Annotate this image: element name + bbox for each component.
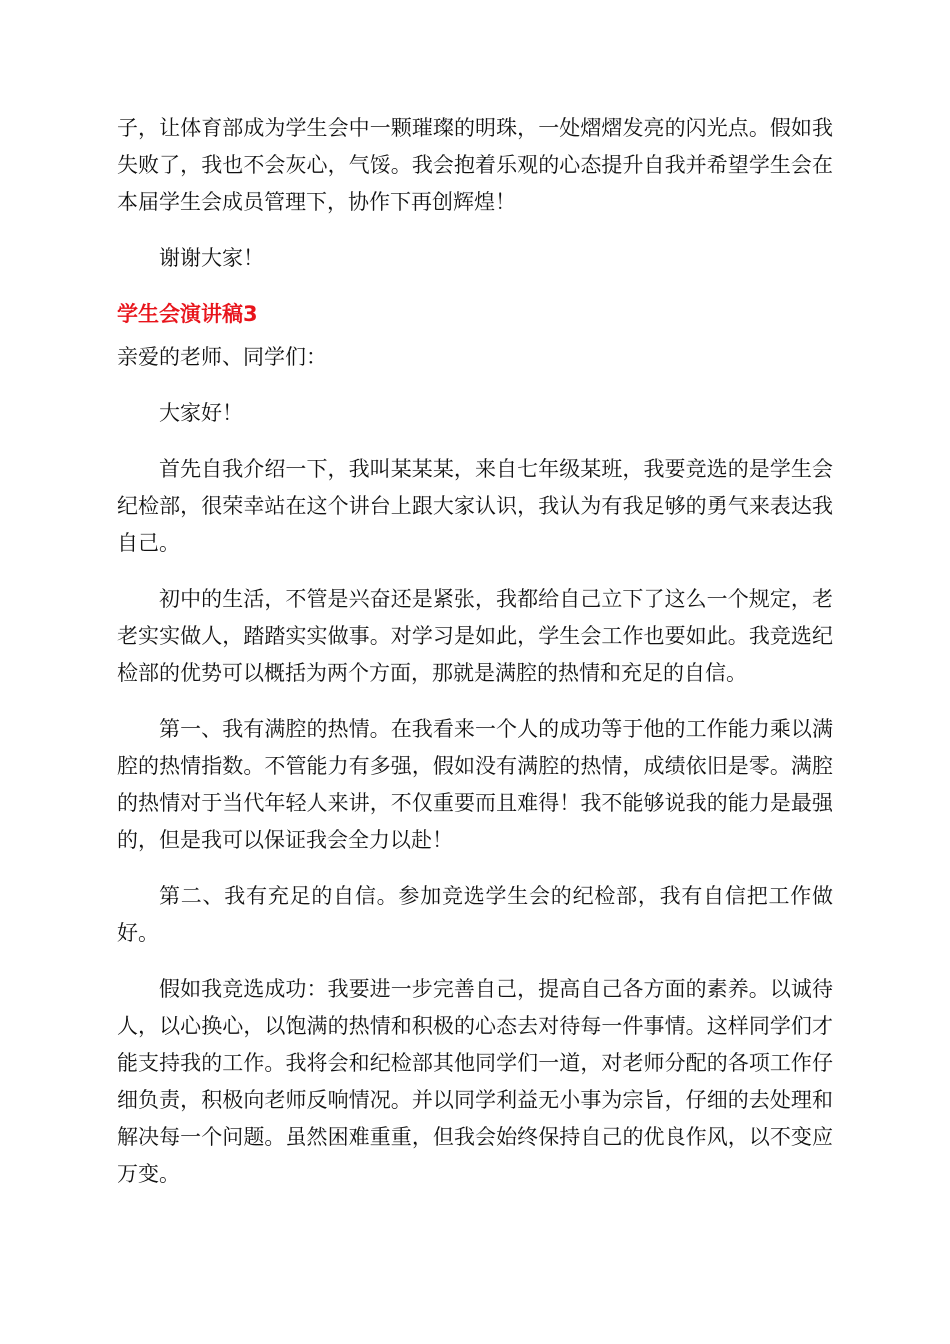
- salutation: 亲爱的老师、同学们：: [117, 345, 327, 369]
- paragraph-introduction: 首先自我介绍一下，我叫某某某，来自七年级某班，我要竞选的是学生会纪检部，很荣幸站在这个讲台上跟大家认识，我认为有我足够的勇气来表达我自己。: [117, 457, 833, 555]
- paragraph-second-point: 第二、我有充足的自信。参加竞选学生会的纪检部，我有自信把工作做好。: [117, 884, 833, 945]
- paragraph-continuation: 子，让体育部成为学生会中一颗璀璨的明珠，一处熠熠发亮的闪光点。假如我失败了，我也不会灰心，气馁。我会抱着乐观的心态提升自我并希望学生会在本届学生会成员管理下，协作下再创辉煌！: [117, 116, 833, 214]
- paragraph-thanks: 谢谢大家！: [159, 246, 264, 270]
- document-body: [117, 110, 833, 1212]
- paragraph-junior-life: 初中的生活，不管是兴奋还是紧张，我都给自己立下了这么一个规定，老老实实做人，踏踏实实做事。对学习是如此，学生会工作也要如此。我竞选纪检部的优势可以概括为两个方面，那就是满腔的热情和充足的自信。: [117, 587, 833, 685]
- section-heading: 学生会演讲稿3: [117, 302, 258, 326]
- paragraph-greeting: 大家好！: [159, 401, 243, 425]
- paragraph-if-elected: 假如我竞选成功：我要进一步完善自己，提高自己各方面的素养。以诚待人，以心换心，以饱满的热情和积极的心态去对待每一件事情。这样同学们才能支持我的工作。我将会和纪检部其他同学们一道，对老师分配的各项工作仔细负责，积极向老师反响情况。并以同学利益无小事为宗旨，仔细的去处理和解决每一个问题。虽然困难重重，但我会始终保持自己的优良作风，以不变应万变。: [117, 977, 833, 1186]
- paragraph-first-point: 第一、我有满腔的热情。在我看来一个人的成功等于他的工作能力乘以满腔的热情指数。不管能力有多强，假如没有满腔的热情，成绩依旧是零。满腔的热情对于当代年轻人来讲，不仅重要而且难得！我不能够说我的能力是最强的，但是我可以保证我会全力以赴！: [117, 717, 833, 852]
